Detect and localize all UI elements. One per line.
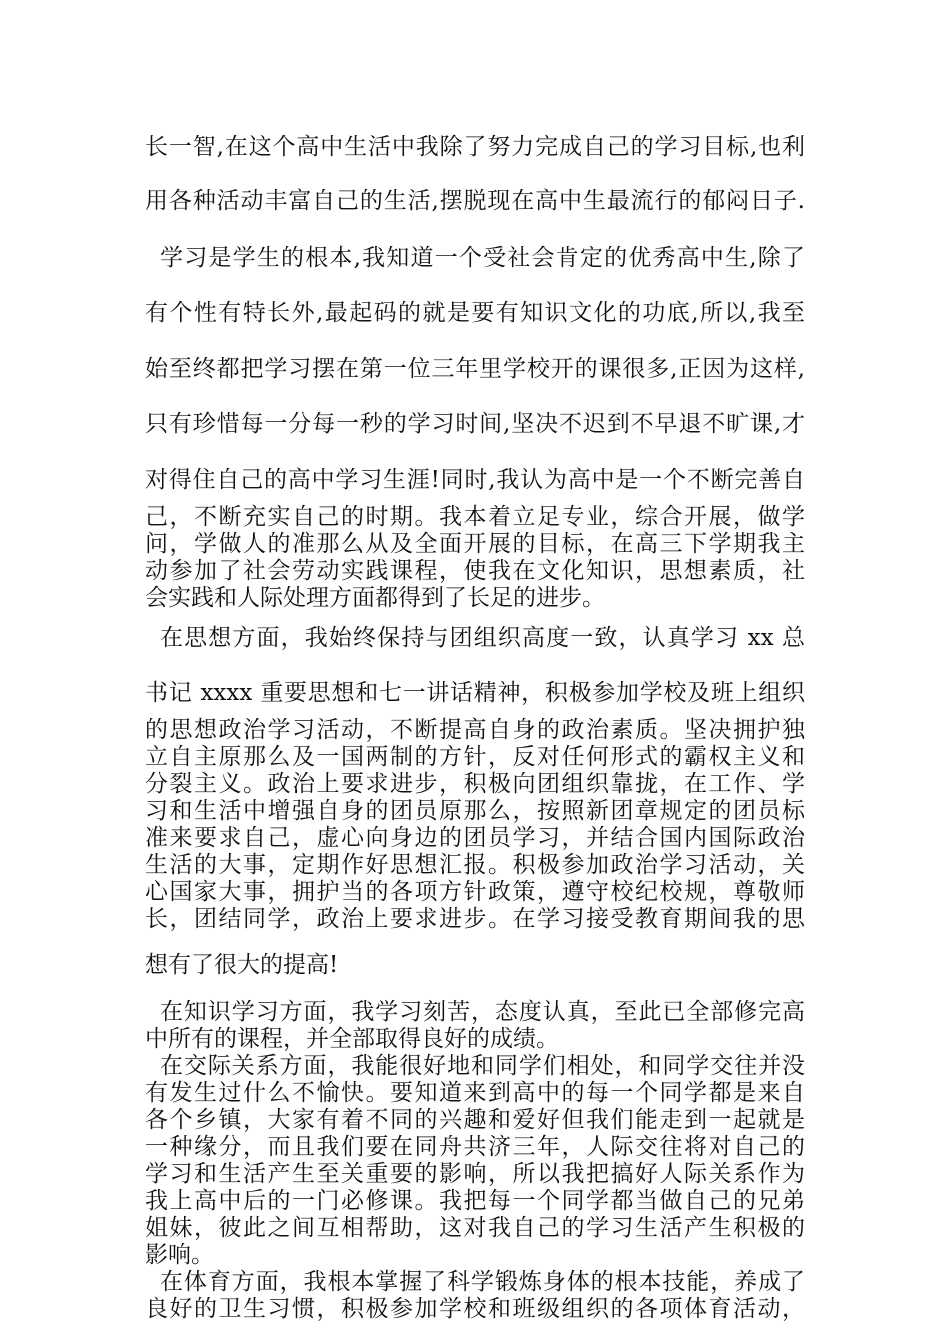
text-line: 会实践和人际处理方面都得到了长足的进步。 [145,585,605,611]
text-line: 一种缘分，而且我们要在同舟共济三年，人际交往将对自己的 [145,1134,805,1160]
text-line: 在知识学习方面，我学习刻苦，态度认真，至此已全部修完高 [160,999,805,1025]
text-line: 在体育方面，我根本掌握了科学锻炼身体的根本技能，养成了 [160,1269,805,1295]
text-line: 立自主原那么及一国两制的方针，反对任何形式的霸权主义和 [145,744,805,770]
text-line: 分裂主义。政治上要求进步，积极向团组织靠拢，在工作、学 [145,771,805,797]
text-line: 生活的大事，定期作好思想汇报。积极参加政治学习活动，关 [145,852,805,878]
text-line: 中所有的课程，并全部取得良好的成绩。 [145,1026,559,1052]
text-line: 书记 xxxx 重要思想和七一讲话精神，积极参加学校及班上组织 [145,680,805,706]
text-line: 心国家大事，拥护当的各项方针政策，遵守校纪校规，尊敬师 [145,879,805,905]
text-line: 有发生过什么不愉快。要知道来到高中的每一个同学都是来自 [145,1080,805,1106]
text-line: 学习和生活产生至关重要的影响，所以我把搞好人际关系作为 [145,1161,805,1187]
text-line: 有个性有特长外,最起码的就是要有知识文化的功底,所以,我至 [145,300,805,326]
text-line: 只有珍惜每一分每一秒的学习时间,坚决不迟到不早退不旷课,才 [145,411,805,437]
text-line: 的思想政治学习活动，不断提高自身的政治素质。坚决拥护独 [145,717,805,743]
text-line: 己，不断充实自己的时期。我本着立足专业，综合开展，做学 [145,504,805,530]
text-line: 用各种活动丰富自己的生活,摆脱现在高中生最流行的郁闷日子. [145,188,805,214]
text-line: 动参加了社会劳动实践课程，使我在文化知识，思想素质，社 [145,558,805,584]
text-line: 对得住自己的高中学习生涯!同时,我认为高中是一个不断完善自 [145,467,805,493]
text-line: 良好的卫生习惯，积极参加学校和班级组织的各项体育活动， [145,1296,805,1322]
text-line: 姐妹，彼此之间互相帮助，这对我自己的学习生活产生积极的 [145,1215,805,1241]
text-line: 长，团结同学，政治上要求进步。在学习接受教育期间我的思 [145,906,805,932]
text-line: 学习是学生的根本,我知道一个受社会肯定的优秀高中生,除了 [160,245,805,271]
text-line: 影响。 [145,1242,214,1268]
text-line: 长一智,在这个高中生活中我除了努力完成自己的学习目标,也利 [145,134,805,160]
text-line: 习和生活中增强自身的团员原那么，按照新团章规定的团员标 [145,798,805,824]
text-line: 准来要求自己，虚心向身边的团员学习，并结合国内国际政治 [145,825,805,851]
text-line: 在思想方面，我始终保持与团组织高度一致，认真学习 xx 总 [160,625,805,651]
text-line: 我上高中后的一门必修课。我把每一个同学都当做自己的兄弟 [145,1188,805,1214]
text-line: 始至终都把学习摆在第一位三年里学校开的课很多,正因为这样, [145,356,805,382]
text-line: 问，学做人的准那么从及全面开展的目标，在高三下学期我主 [145,531,805,557]
text-line: 各个乡镇，大家有着不同的兴趣和爱好但我们能走到一起就是 [145,1107,805,1133]
text-line: 想有了很大的提高! [145,952,339,978]
text-line: 在交际关系方面，我能很好地和同学们相处，和同学交往并没 [160,1053,805,1079]
